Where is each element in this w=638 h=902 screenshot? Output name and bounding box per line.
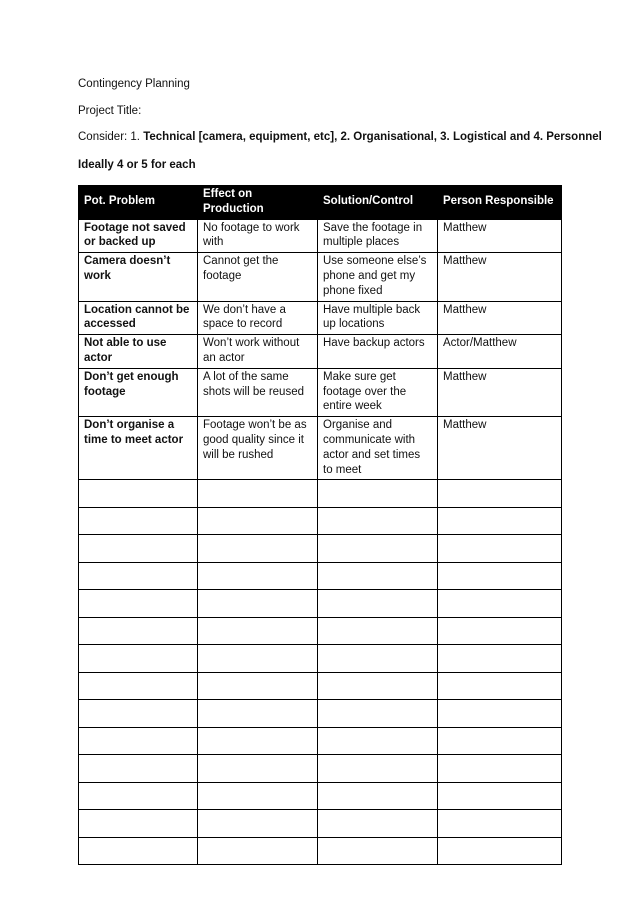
empty-cell[interactable] (198, 590, 318, 618)
empty-table-row (79, 672, 562, 700)
empty-table-row (79, 810, 562, 838)
document-title: Contingency Planning (78, 78, 190, 90)
empty-cell[interactable] (438, 672, 562, 700)
empty-cell[interactable] (198, 535, 318, 563)
table-row (79, 219, 562, 253)
empty-cell[interactable] (318, 645, 438, 673)
empty-cell[interactable] (198, 562, 318, 590)
empty-table-row (79, 617, 562, 645)
cell-person: Matthew (438, 368, 562, 416)
table-row (79, 301, 562, 335)
empty-cell[interactable] (79, 727, 198, 755)
empty-cell[interactable] (438, 480, 562, 508)
empty-cell[interactable] (438, 810, 562, 838)
cell-person: Matthew (438, 301, 562, 335)
empty-cell[interactable] (318, 590, 438, 618)
cell-effect: Cannot get the footage (198, 253, 318, 301)
cell-problem: Footage not saved or backed up (79, 219, 198, 253)
cell-solution: Have multiple back up locations (318, 301, 438, 335)
empty-cell[interactable] (198, 755, 318, 783)
empty-cell[interactable] (79, 645, 198, 673)
empty-cell[interactable] (79, 700, 198, 728)
cell-effect: A lot of the same shots will be reused (198, 368, 318, 416)
consider-categories: Technical [camera, equipment, etc], 2. Organisational, 3. Logistical and 4. Personnel (143, 131, 602, 143)
empty-cell[interactable] (318, 672, 438, 700)
empty-table-row (79, 755, 562, 783)
cell-solution: Make sure get footage over the entire week (318, 368, 438, 416)
empty-cell[interactable] (438, 562, 562, 590)
empty-cell[interactable] (438, 645, 562, 673)
empty-cell[interactable] (79, 507, 198, 535)
empty-cell[interactable] (438, 782, 562, 810)
empty-cell[interactable] (198, 700, 318, 728)
consider-prefix: Consider: 1. (78, 131, 144, 143)
empty-cell[interactable] (198, 617, 318, 645)
empty-cell[interactable] (79, 810, 198, 838)
empty-cell[interactable] (79, 755, 198, 783)
empty-cell[interactable] (79, 782, 198, 810)
empty-cell[interactable] (318, 617, 438, 645)
empty-cell[interactable] (79, 590, 198, 618)
header-solution-control: Solution/Control (318, 186, 438, 220)
empty-cell[interactable] (438, 727, 562, 755)
empty-cell[interactable] (198, 727, 318, 755)
cell-person: Actor/Matthew (438, 335, 562, 369)
empty-cell[interactable] (79, 535, 198, 563)
table-row (79, 253, 562, 301)
empty-table-row (79, 590, 562, 618)
empty-cell[interactable] (318, 562, 438, 590)
consider-instruction (78, 130, 602, 144)
empty-cell[interactable] (318, 535, 438, 563)
empty-cell[interactable] (79, 617, 198, 645)
empty-table-row (79, 700, 562, 728)
table-row (79, 368, 562, 416)
cell-effect: We don’t have a space to record (198, 301, 318, 335)
cell-effect: Footage won’t be as good quality since it will be rushed (198, 417, 318, 480)
empty-cell[interactable] (318, 782, 438, 810)
table-row (79, 335, 562, 369)
empty-cell[interactable] (198, 645, 318, 673)
empty-table-row (79, 727, 562, 755)
cell-solution: Have backup actors (318, 335, 438, 369)
empty-cell[interactable] (198, 837, 318, 865)
empty-cell[interactable] (318, 480, 438, 508)
cell-problem: Camera doesn’t work (79, 253, 198, 301)
empty-cell[interactable] (79, 837, 198, 865)
empty-cell[interactable] (79, 480, 198, 508)
cell-problem: Not able to use actor (79, 335, 198, 369)
empty-cell[interactable] (438, 755, 562, 783)
ideally-note: Ideally 4 or 5 for each (78, 159, 196, 171)
empty-cell[interactable] (438, 535, 562, 563)
empty-cell[interactable] (318, 810, 438, 838)
empty-cell[interactable] (198, 480, 318, 508)
header-person-responsible: Person Responsible (438, 186, 562, 220)
cell-person: Matthew (438, 219, 562, 253)
cell-solution: Organise and communicate with actor and set times to meet (318, 417, 438, 480)
cell-person: Matthew (438, 253, 562, 301)
cell-effect: No footage to work with (198, 219, 318, 253)
empty-cell[interactable] (318, 507, 438, 535)
empty-cell[interactable] (79, 562, 198, 590)
table-header-row (79, 186, 562, 220)
empty-cell[interactable] (318, 700, 438, 728)
project-title-label: Project Title: (78, 105, 142, 117)
empty-cell[interactable] (198, 672, 318, 700)
empty-table-row (79, 535, 562, 563)
cell-problem: Don’t get enough footage (79, 368, 198, 416)
cell-problem: Location cannot be accessed (79, 301, 198, 335)
empty-table-row (79, 837, 562, 865)
empty-cell[interactable] (318, 755, 438, 783)
empty-cell[interactable] (438, 700, 562, 728)
empty-cell[interactable] (198, 782, 318, 810)
cell-problem: Don’t organise a time to meet actor (79, 417, 198, 480)
empty-cell[interactable] (438, 590, 562, 618)
empty-cell[interactable] (438, 837, 562, 865)
empty-table-row (79, 480, 562, 508)
empty-table-row (79, 645, 562, 673)
empty-cell[interactable] (79, 672, 198, 700)
cell-solution: Save the footage in multiple places (318, 219, 438, 253)
empty-cell[interactable] (318, 727, 438, 755)
header-effect-on-production: Effect on Production (198, 186, 318, 220)
empty-cell[interactable] (198, 810, 318, 838)
empty-cell[interactable] (198, 507, 318, 535)
empty-cell[interactable] (438, 617, 562, 645)
cell-person: Matthew (438, 417, 562, 480)
empty-table-row (79, 507, 562, 535)
header-pot-problem: Pot. Problem (79, 186, 198, 220)
cell-effect: Won’t work without an actor (198, 335, 318, 369)
empty-cell[interactable] (438, 507, 562, 535)
empty-cell[interactable] (318, 837, 438, 865)
contingency-table (78, 185, 562, 865)
empty-table-row (79, 782, 562, 810)
table-row (79, 417, 562, 480)
empty-table-row (79, 562, 562, 590)
cell-solution: Use someone else’s phone and get my phone fixed (318, 253, 438, 301)
